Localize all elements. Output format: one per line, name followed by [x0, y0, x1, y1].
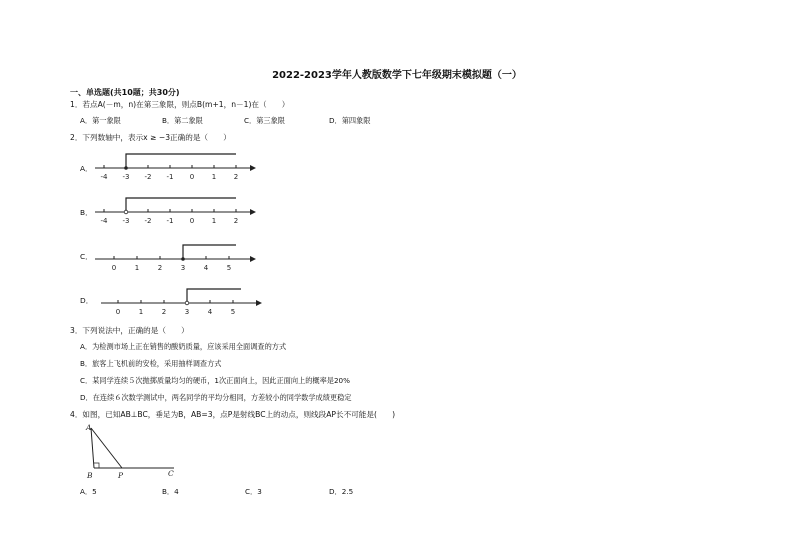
- tick-label: -2: [144, 173, 152, 181]
- tick-label: -1: [166, 173, 174, 181]
- right-angle-mark: [94, 463, 99, 468]
- question-1-option-b: B．第二象限: [162, 116, 203, 125]
- segment-ab: [91, 428, 94, 468]
- tick-label: 2: [161, 308, 167, 316]
- closed-point: [181, 257, 185, 261]
- closed-point: [124, 166, 128, 170]
- section-heading: 一、单选题(共10题；共30分): [70, 88, 180, 97]
- tick-label: -4: [100, 217, 108, 225]
- question-4-option-c: C．3: [245, 487, 262, 496]
- tick-label: -1: [166, 217, 174, 225]
- tick-label: 0: [189, 173, 195, 181]
- tick-label: 4: [203, 264, 209, 272]
- number-line-c-label: C．: [80, 252, 93, 261]
- question-1-option-a: A．第一象限: [80, 116, 121, 125]
- question-4-stem: 4．如图，已知AB⊥BC，垂足为B，AB=3，点P是射线BC上的动点，则线段AP长不可能是( ): [70, 410, 396, 419]
- question-3-option-b: B．旅客上飞机前的安检，采用抽样调查方式: [80, 359, 222, 368]
- tick-label: 0: [115, 308, 121, 316]
- tick-label: 1: [138, 308, 144, 316]
- question-4-option-b: B．4: [162, 487, 179, 496]
- point-p-label: P: [118, 471, 124, 480]
- question-4-option-a: A．5: [80, 487, 97, 496]
- question-4-figure: [82, 420, 192, 482]
- question-3-stem: 3．下列说法中，正确的是（ ）: [70, 326, 189, 335]
- tick-label: 2: [233, 217, 239, 225]
- question-2-stem: 2．下列数轴中，表示x ≥ −3正确的是（ ）: [70, 133, 231, 142]
- point-b-label: B: [87, 471, 93, 480]
- question-1-option-c: C．第三象限: [244, 116, 285, 125]
- point-a-label: A: [86, 423, 92, 432]
- question-3-option-c: C．某同学连续５次抛掷质量均匀的硬币，1次正面向上，因此正面向上的概率是20%: [80, 376, 350, 385]
- tick-label: 1: [134, 264, 140, 272]
- open-point: [124, 210, 128, 214]
- tick-label: 2: [157, 264, 163, 272]
- document-title: 2022-2023学年人教版数学下七年级期末模拟题（一）: [272, 70, 522, 81]
- tick-label: 4: [207, 308, 213, 316]
- tick-label: 2: [233, 173, 239, 181]
- tick-label: -3: [122, 217, 130, 225]
- question-1-option-d: D．第四象限: [329, 116, 371, 125]
- point-c-label: C: [168, 469, 174, 478]
- question-3-option-d: D．在连续６次数学测试中，两名同学的平均分相同，方差较小的同学数学成绩更稳定: [80, 393, 352, 402]
- number-line-a: [90, 150, 260, 182]
- number-line-b-label: B．: [80, 208, 93, 217]
- question-4-option-d: D．2.5: [329, 487, 354, 496]
- number-line-d-label: D．: [80, 296, 94, 305]
- segment-ap: [91, 428, 122, 468]
- number-line-c: [90, 240, 260, 272]
- axis-arrow-icon: [250, 165, 256, 171]
- axis-arrow-icon: [250, 209, 256, 215]
- axis-arrow-icon: [250, 256, 256, 262]
- tick-label: 1: [211, 173, 217, 181]
- tick-label: 5: [226, 264, 232, 272]
- tick-label: 0: [189, 217, 195, 225]
- tick-label: 1: [211, 217, 217, 225]
- solution-bracket: [183, 245, 236, 259]
- axis-arrow-icon: [256, 300, 262, 306]
- number-line-b: [90, 194, 260, 226]
- number-line-d: [96, 284, 266, 316]
- solution-bracket: [126, 198, 236, 212]
- tick-label: 3: [180, 264, 186, 272]
- tick-label: -2: [144, 217, 152, 225]
- open-point: [185, 301, 189, 305]
- tick-label: 0: [111, 264, 117, 272]
- tick-label: 5: [230, 308, 236, 316]
- question-1-stem: 1．若点A(－m，n)在第三象限，则点B(m+1，n－1)在（ ）: [70, 100, 290, 109]
- tick-label: 3: [184, 308, 190, 316]
- number-line-a-label: A．: [80, 164, 93, 173]
- tick-label: -3: [122, 173, 130, 181]
- solution-bracket: [126, 154, 236, 168]
- question-3-option-a: A．为检测市场上正在销售的酸奶质量，应该采用全面调查的方式: [80, 342, 287, 351]
- tick-label: -4: [100, 173, 108, 181]
